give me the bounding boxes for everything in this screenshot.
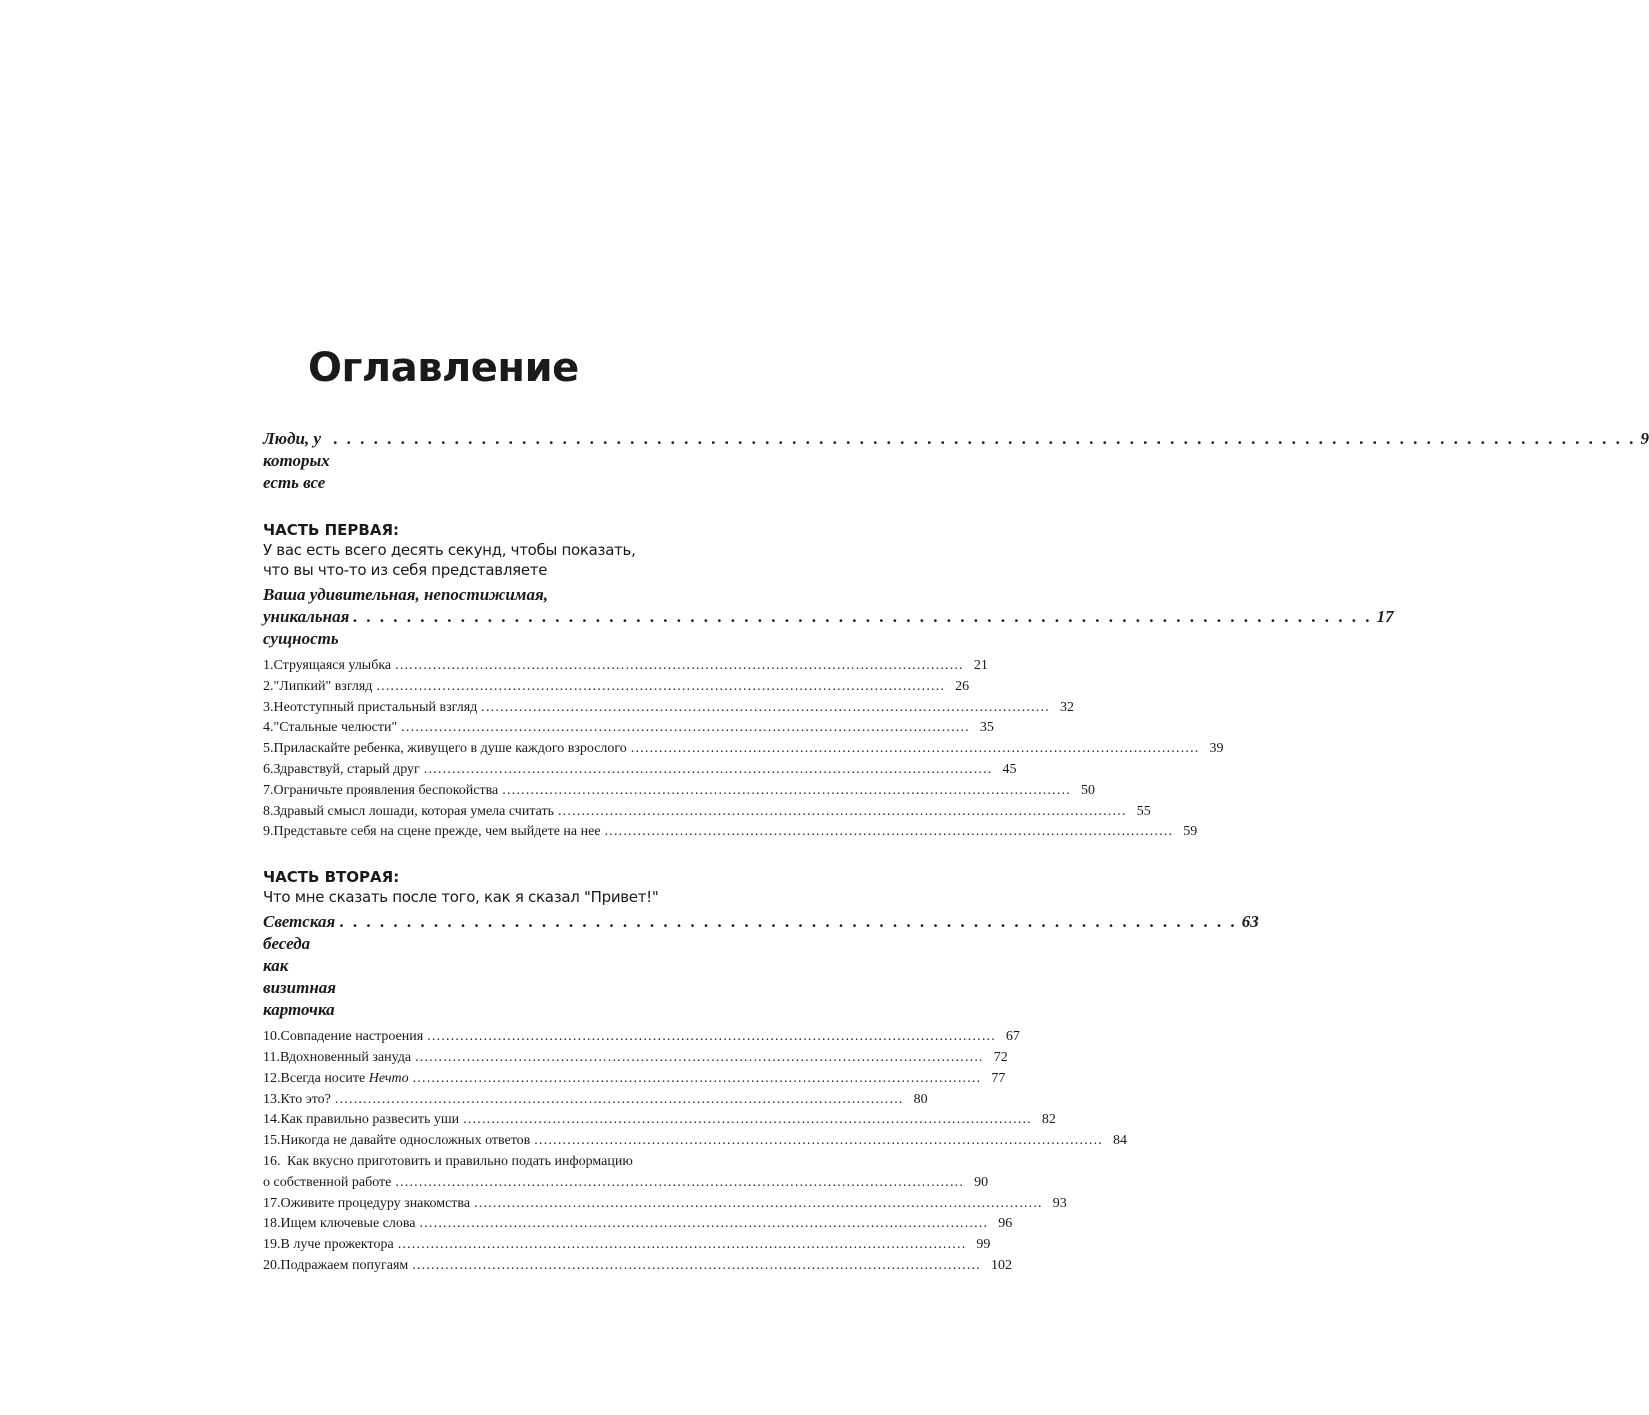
leader-dots: ......................................................................................................................... xyxy=(463,1112,1032,1128)
chapter-row[interactable] xyxy=(263,718,994,739)
chapter-number: 12. xyxy=(263,1070,281,1086)
chapter-page: 55 xyxy=(1136,803,1151,819)
chapter-page: 82 xyxy=(1041,1112,1056,1128)
chapter-page: 39 xyxy=(1209,741,1224,757)
chapter-title-prefix: Всегда носите xyxy=(280,1070,369,1086)
chapter-number: 3. xyxy=(263,699,274,715)
chapter-title: Подражаем попугаям xyxy=(280,1257,409,1273)
chapter-row[interactable] xyxy=(263,739,1224,760)
chapter-page: 72 xyxy=(993,1049,1008,1065)
leader-dots: . . . . . . . . . . . . . . . . . . . . . . . . . . . . . . . . . . . . . . . . . . . . . . . . . . . . . . . . . . . . . . . . . . . . . . . . . . . . xyxy=(353,607,1373,626)
chapter-number: 15. xyxy=(263,1133,281,1149)
chapter-number: 11. xyxy=(263,1049,280,1065)
chapter-page: 35 xyxy=(979,720,994,736)
chapter-row[interactable] xyxy=(263,1235,991,1256)
chapter-title: Здравый смысл лошади, которая умела считать xyxy=(273,803,554,819)
part-intro-entry[interactable] xyxy=(263,584,1394,650)
leader-dots: ......................................................................................................................... xyxy=(630,741,1200,757)
chapter-number: 7. xyxy=(263,782,274,798)
toc-entry-page: 17 xyxy=(1376,607,1394,626)
chapter-title: Ограничьте проявления беспокойства xyxy=(273,782,499,798)
chapter-title: Вдохновенный зануда xyxy=(279,1049,412,1065)
chapter-row[interactable] xyxy=(263,1110,1056,1131)
leader-dots: ......................................................................................................................... xyxy=(534,1133,1103,1149)
chapter-row[interactable] xyxy=(263,1131,1127,1152)
chapter-row[interactable] xyxy=(263,1048,1008,1069)
leader-dots: ......................................................................................................................... xyxy=(423,761,993,777)
chapter-page: 93 xyxy=(1052,1195,1067,1211)
leader-dots: ......................................................................................................................... xyxy=(557,803,1127,819)
chapter-page: 32 xyxy=(1059,699,1074,715)
part-subtitle-line: что вы что-то из себя представляете xyxy=(263,561,548,579)
chapter-title: Оживите процедуру знакомства xyxy=(280,1195,471,1211)
chapter-title: "Липкий" взгляд xyxy=(273,678,373,694)
chapter-number: 1. xyxy=(263,658,274,673)
chapter-row[interactable] xyxy=(263,1152,989,1194)
chapter-number: 20. xyxy=(263,1257,281,1273)
chapter-title: "Стальные челюсти" xyxy=(273,720,398,736)
chapter-number: 2. xyxy=(263,678,274,694)
part-one-section xyxy=(263,520,1394,843)
chapter-number: 16. xyxy=(263,1153,281,1169)
chapter-title: Ищем ключевые слова xyxy=(280,1216,416,1232)
leader-dots: ......................................................................................................................... xyxy=(415,1049,984,1065)
part-two-section xyxy=(263,867,1259,1277)
chapter-number: 17. xyxy=(263,1195,281,1211)
page-title: Оглавление xyxy=(308,345,579,391)
chapter-number: 5. xyxy=(263,741,274,757)
chapter-title: Приласкайте ребенка, живущего в душе каждого взрослого xyxy=(273,741,627,757)
chapter-page: 102 xyxy=(990,1257,1012,1273)
toc-intro-entry[interactable] xyxy=(263,428,1649,494)
chapter-row[interactable] xyxy=(263,1214,1013,1235)
leader-dots: ......................................................................................................................... xyxy=(419,1216,989,1232)
leader-dots: ......................................................................................................................... xyxy=(401,720,970,736)
leader-dots: ......................................................................................................................... xyxy=(334,1091,904,1107)
table-of-contents xyxy=(263,428,1649,1277)
part-subtitle-line: У вас есть всего десять секунд, чтобы показать, xyxy=(263,541,636,559)
chapter-row[interactable] xyxy=(263,677,970,698)
chapter-row[interactable] xyxy=(263,802,1151,823)
leader-dots: ......................................................................................................................... xyxy=(474,1195,1043,1211)
part-intro-title-line2: уникальная сущность xyxy=(263,607,350,648)
chapter-page: 96 xyxy=(998,1216,1013,1232)
chapter-title xyxy=(281,1069,409,1090)
chapter-page: 26 xyxy=(955,678,970,694)
chapter-row[interactable] xyxy=(263,656,988,677)
chapter-page: 99 xyxy=(976,1237,991,1253)
chapter-number: 18. xyxy=(263,1216,281,1232)
leader-dots: . . . . . . . . . . . . . . . . . . . . . . . . . . . . . . . . . . . . . . . . . . . . . . . . . . . . . . . . . . . . . . . . . . . . . . . . . . . . . . . . . . . . . . . . . . . . . . . . . xyxy=(333,429,1637,448)
chapter-title: Струящаяся улыбка xyxy=(273,658,392,673)
chapter-row[interactable] xyxy=(263,1069,1006,1090)
chapter-row[interactable] xyxy=(263,1090,928,1111)
chapter-number: 9. xyxy=(263,824,274,840)
leader-dots: ......................................................................................................................... xyxy=(502,782,1071,798)
chapter-page: 84 xyxy=(1113,1133,1127,1149)
chapter-page: 80 xyxy=(913,1091,928,1107)
part-intro-entry[interactable] xyxy=(263,911,1259,1021)
leader-dots: . . . . . . . . . . . . . . . . . . . . . . . . . . . . . . . . . . . . . . . . . . . . . . . . . . . . . . . . . . . . . . . . . . . xyxy=(340,912,1238,932)
chapter-title: Неотступный пристальный взгляд xyxy=(273,699,478,715)
chapter-number: 8. xyxy=(263,803,274,819)
chapter-row[interactable] xyxy=(263,1194,1067,1215)
chapter-row[interactable] xyxy=(263,1027,1020,1048)
chapter-page: 67 xyxy=(1005,1029,1020,1045)
part-label: ЧАСТЬ ПЕРВАЯ: xyxy=(263,521,400,539)
chapter-row[interactable] xyxy=(263,760,1017,781)
chapter-title: В луче прожектора xyxy=(280,1237,394,1253)
chapter-list xyxy=(263,1027,1127,1277)
chapter-title-line2: о собственной работе xyxy=(263,1174,392,1190)
leader-dots: ......................................................................................................................... xyxy=(376,678,946,694)
chapter-row[interactable] xyxy=(263,698,1074,719)
chapter-title: Как правильно развесить уши xyxy=(280,1112,460,1128)
leader-dots: ......................................................................................................................... xyxy=(395,658,964,673)
chapter-page: 59 xyxy=(1183,824,1198,840)
chapter-number: 19. xyxy=(263,1237,281,1253)
chapter-number: 10. xyxy=(263,1029,281,1045)
chapter-title: Совпадение настроения xyxy=(280,1029,424,1045)
leader-dots: ......................................................................................................................... xyxy=(412,1070,982,1086)
chapter-page: 45 xyxy=(1002,761,1017,777)
leader-dots: ......................................................................................................................... xyxy=(604,824,1174,840)
chapter-title: Кто это? xyxy=(280,1091,331,1107)
toc-entry-page: 63 xyxy=(1241,912,1259,932)
chapter-title: Никогда не давайте односложных ответов xyxy=(280,1133,531,1149)
part-subtitle-line: Что мне сказать после того, как я сказал "Привет!" xyxy=(263,888,659,907)
leader-dots: ......................................................................................................................... xyxy=(481,699,1050,715)
chapter-row[interactable] xyxy=(263,781,1095,802)
part-intro-title: Светская беседа как визитная карточка xyxy=(263,912,337,1020)
leader-dots: ......................................................................................................................... xyxy=(397,1237,967,1253)
chapter-page: 50 xyxy=(1080,782,1095,798)
part-label: ЧАСТЬ ВТОРАЯ: xyxy=(263,868,400,887)
leader-dots: ......................................................................................................................... xyxy=(427,1029,996,1045)
chapter-number: 14. xyxy=(263,1112,281,1128)
part-intro-title-line1: Ваша удивительная, непостижимая, xyxy=(263,585,548,604)
toc-entry-page: 9 xyxy=(1640,429,1649,448)
chapter-title: Здравствуй, старый друг xyxy=(273,761,420,777)
chapter-page: 90 xyxy=(974,1174,989,1190)
chapter-number: 6. xyxy=(263,761,274,777)
leader-dots: ......................................................................................................................... xyxy=(395,1174,965,1190)
chapter-page: 21 xyxy=(973,658,988,673)
chapter-title: Как вкусно приготовить и правильно подать информацию xyxy=(287,1153,633,1169)
chapter-row[interactable] xyxy=(263,1256,1012,1277)
chapter-list xyxy=(263,656,1224,843)
chapter-title-italic: Нечто xyxy=(368,1070,409,1086)
leader-dots: ......................................................................................................................... xyxy=(412,1257,981,1273)
chapter-number: 4. xyxy=(263,720,274,736)
toc-entry-title: Люди, у которых есть все xyxy=(263,429,330,492)
chapter-number: 13. xyxy=(263,1091,281,1107)
chapter-title: Представьте себя на сцене прежде, чем выйдете на нее xyxy=(273,824,601,840)
chapter-page: 77 xyxy=(991,1070,1006,1086)
chapter-row[interactable] xyxy=(263,822,1198,843)
